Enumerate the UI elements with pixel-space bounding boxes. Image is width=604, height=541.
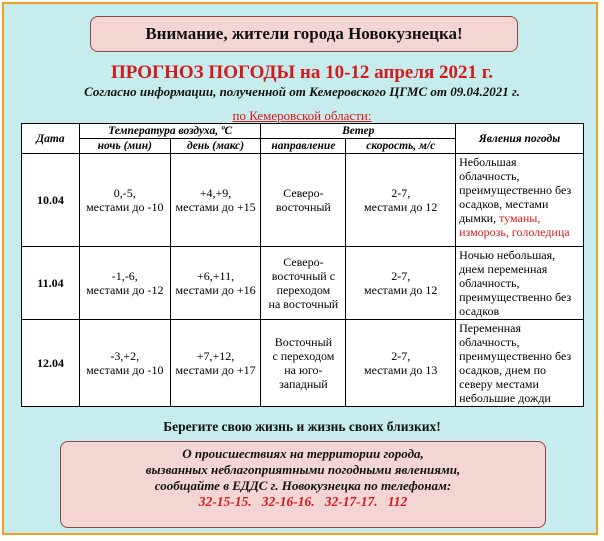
- day-temp-value: +6,+11,: [197, 269, 235, 283]
- phenomena-cell: [456, 320, 584, 407]
- forecast-table: [21, 123, 584, 407]
- wind-direction-line: на юго-: [284, 363, 323, 377]
- wind-speed-value: 2-7,: [391, 186, 411, 200]
- header-day: день (макс): [170, 139, 261, 154]
- wind-direction-line: восточный с: [271, 269, 336, 283]
- region-label: по Кемеровской области:: [232, 108, 372, 123]
- day-temp-cell: [170, 247, 261, 320]
- date-cell: 10.04: [22, 154, 80, 247]
- night-temp-cell: [79, 320, 170, 407]
- phenomena-line: Небольшая: [459, 155, 517, 169]
- table-row: [22, 247, 584, 320]
- banner-text: Внимание, жители города Новокузнецка!: [145, 24, 463, 43]
- header-night: ночь (мин): [79, 139, 170, 154]
- phenomena-line: Переменная: [459, 321, 522, 335]
- table-row: [22, 154, 584, 247]
- day-temp-note: местами до +15: [175, 200, 256, 214]
- wind-speed-note: местами до 12: [364, 283, 438, 297]
- forecast-source: Согласно информации, полученной от Кемеровского ЦГМС от 09.04.2021 г.: [84, 84, 520, 99]
- phenomena-line: облачность,: [459, 335, 520, 349]
- phenomena-line: облачность,: [459, 276, 520, 290]
- wind-direction-cell: [261, 154, 346, 247]
- night-temp-value: -1,-6,: [111, 269, 138, 283]
- wind-speed-cell: [346, 320, 456, 407]
- date-cell: 12.04: [22, 320, 80, 407]
- emergency-phones: 32-15-15. 32-16-16. 32-17-17. 112: [198, 494, 408, 509]
- day-temp-cell: [170, 154, 261, 247]
- phenomena-line: осадков, местами: [459, 197, 549, 211]
- wind-speed-note: местами до 12: [364, 200, 438, 214]
- wind-direction-line: западный: [279, 377, 328, 391]
- header-speed: скорость, м/с: [346, 139, 456, 154]
- wind-direction-line: Восточный: [274, 335, 333, 349]
- header-date: Дата: [22, 124, 80, 154]
- wind-speed-value: 2-7,: [391, 269, 411, 283]
- phenomena-line: северу местами: [459, 377, 539, 391]
- phenomena-line: небольшие дожди: [459, 391, 551, 405]
- wind-speed-value: 2-7,: [391, 349, 411, 363]
- table-row: [22, 320, 584, 407]
- night-temp-value: 0,-5,: [113, 186, 136, 200]
- info-line: сообщайте в ЕДДС г. Новокузнецка по телефонам:: [154, 478, 452, 493]
- emergency-info-box: [60, 441, 546, 528]
- day-temp-value: +7,+12,: [196, 349, 235, 363]
- wind-direction-cell: [261, 247, 346, 320]
- night-temp-note: местами до -12: [86, 283, 164, 297]
- care-message: Берегите свою жизнь и жизнь своих близких!: [163, 419, 441, 434]
- night-temp-note: местами до -10: [86, 200, 164, 214]
- wind-speed-cell: [346, 247, 456, 320]
- attention-banner: [90, 16, 518, 52]
- date-cell: 11.04: [22, 247, 80, 320]
- phenomena-line: осадков: [459, 304, 500, 318]
- forecast-title: ПРОГНОЗ ПОГОДЫ на 10-12 апреля 2021 г.: [110, 62, 494, 83]
- wind-direction-line: Северо-: [283, 186, 324, 200]
- wind-direction-cell: [261, 320, 346, 407]
- phenomena-line: преимущественно без: [459, 349, 572, 363]
- header-wind: Ветер: [261, 124, 456, 139]
- phenomena-line: облачность,: [459, 169, 520, 183]
- phenomena-line: преимущественно без: [459, 290, 572, 304]
- page-frame: [2, 2, 598, 535]
- header-temperature: Температура воздуха, ºC: [79, 124, 261, 139]
- wind-direction-line: с переходом: [272, 349, 335, 363]
- phenomena-warning: туманы,: [499, 211, 541, 225]
- phenomena-line: преимущественно без: [459, 183, 572, 197]
- info-line: О происшествиях на территории города,: [182, 446, 424, 461]
- info-line: вызванных неблагоприятными погодными явлениями,: [145, 462, 461, 477]
- header-direction: направление: [261, 139, 346, 154]
- night-temp-cell: [79, 154, 170, 247]
- night-temp-note: местами до -10: [86, 363, 164, 377]
- wind-direction-line: переходом: [276, 283, 331, 297]
- day-temp-cell: [170, 320, 261, 407]
- phenomena-line: осадков, днем по: [459, 363, 547, 377]
- day-temp-note: местами до +17: [175, 363, 256, 377]
- day-temp-value: +4,+9,: [199, 186, 232, 200]
- wind-direction-line: восточный: [275, 200, 331, 214]
- phenomena-line: Ночью небольшая,: [459, 248, 556, 262]
- night-temp-value: -3,+2,: [110, 349, 140, 363]
- day-temp-note: местами до +16: [175, 283, 256, 297]
- wind-speed-cell: [346, 154, 456, 247]
- phenomena-warning: изморозь, гололедица: [459, 225, 570, 239]
- header-phenomena: Явления погоды: [456, 124, 584, 154]
- phenomena-cell: [456, 154, 584, 247]
- phenomena-cell: [456, 247, 584, 320]
- wind-speed-note: местами до 13: [364, 363, 438, 377]
- phenomena-line: дымки,: [459, 211, 497, 225]
- wind-direction-line: на восточный: [268, 297, 339, 311]
- night-temp-cell: [79, 247, 170, 320]
- wind-direction-line: Северо-: [283, 255, 324, 269]
- phenomena-line: днем переменная: [459, 262, 548, 276]
